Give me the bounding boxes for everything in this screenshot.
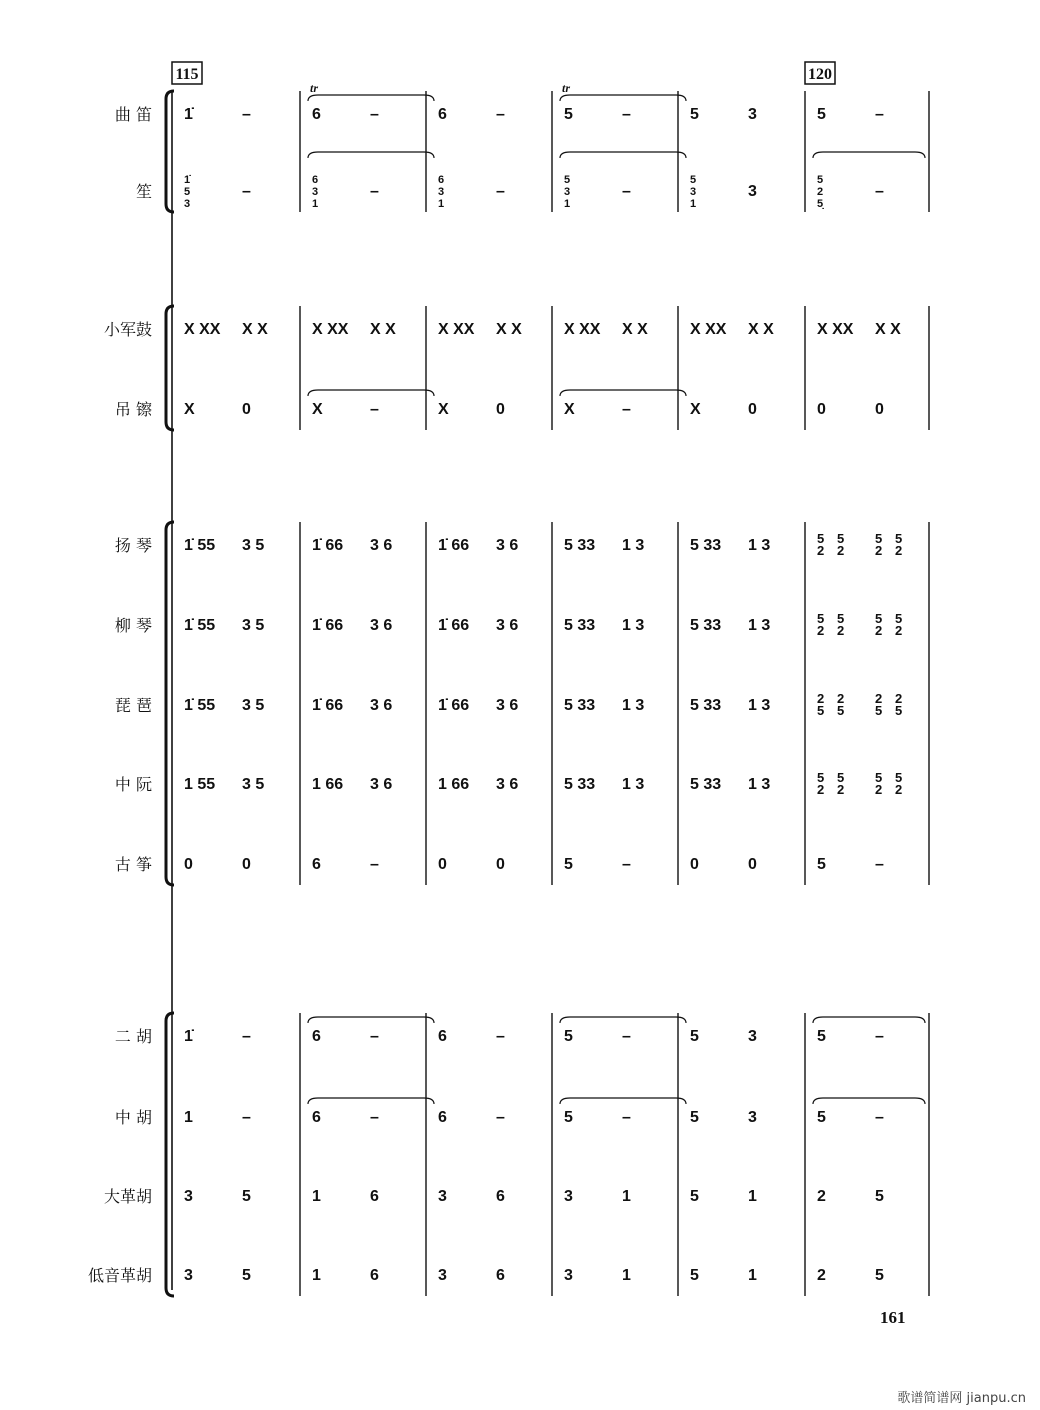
- instrument-label: 琵 琶: [114, 696, 152, 715]
- note: 1 3: [748, 776, 771, 793]
- note: 1̇ 66: [438, 537, 470, 554]
- note: 0: [184, 856, 193, 873]
- note: –: [622, 856, 631, 873]
- note: X X: [875, 321, 901, 338]
- note: 0: [748, 856, 757, 873]
- note: 5 33: [564, 537, 596, 554]
- note: 0: [875, 401, 884, 418]
- note: 5 33: [690, 617, 722, 634]
- note: X XX: [312, 321, 349, 338]
- note: 1 66: [312, 776, 344, 793]
- trill-mark: tr: [310, 81, 319, 95]
- chord-note: 5̣: [817, 198, 824, 210]
- chord-note: 5: [875, 531, 883, 546]
- note: 1 3: [622, 537, 645, 554]
- chord-note: 2: [875, 691, 883, 706]
- rehearsal-marks: [172, 62, 925, 1104]
- slur: [560, 390, 686, 396]
- note: –: [370, 106, 379, 123]
- note: 5: [564, 106, 573, 123]
- slur: [560, 95, 686, 101]
- chord-note: 2: [875, 623, 883, 638]
- note: 1̇ 66: [312, 537, 344, 554]
- chord-note: 2: [895, 623, 903, 638]
- chord-note: 5: [817, 174, 824, 186]
- note: 3: [564, 1267, 573, 1284]
- chord-note: 3: [438, 186, 445, 198]
- note: 3 5: [242, 697, 265, 714]
- chord-note: 5: [837, 703, 845, 718]
- instrument-label: 二 胡: [114, 1027, 152, 1046]
- note: 1̇: [184, 106, 193, 123]
- chord-note: 1̇: [184, 174, 191, 186]
- note: 3: [184, 1188, 193, 1205]
- note: 3: [184, 1267, 193, 1284]
- note: 5: [875, 1267, 884, 1284]
- note: –: [370, 856, 379, 873]
- slur: [308, 390, 434, 396]
- chord-note: 5: [817, 703, 825, 718]
- chord-note: 2: [875, 543, 883, 558]
- chord-note: 1: [312, 198, 319, 210]
- chord-note: 5: [875, 770, 883, 785]
- slur: [560, 152, 686, 158]
- note: –: [875, 106, 884, 123]
- note: 3 6: [496, 697, 519, 714]
- note: –: [370, 183, 379, 200]
- note: 6: [312, 1028, 321, 1045]
- instrument-label: 古 筝: [114, 855, 152, 874]
- note: 3 6: [370, 776, 393, 793]
- note: 5: [690, 1188, 699, 1205]
- note: 2: [817, 1267, 826, 1284]
- chord-note: 6: [312, 174, 319, 186]
- note: 6: [496, 1267, 505, 1284]
- note: 1: [748, 1188, 757, 1205]
- note: 1̇ 66: [312, 617, 344, 634]
- note: X X: [242, 321, 268, 338]
- note: X XX: [817, 321, 854, 338]
- note: –: [875, 856, 884, 873]
- chord-note: 5: [895, 611, 903, 626]
- note: 3 6: [496, 776, 519, 793]
- note: 5: [817, 106, 826, 123]
- note: 5: [564, 1028, 573, 1045]
- slur: [813, 152, 925, 158]
- chord-note: 5: [817, 531, 825, 546]
- watermark: 歌谱简谱网 jianpu.cn: [897, 1391, 1026, 1406]
- note: 1 3: [622, 697, 645, 714]
- note: 5: [817, 1028, 826, 1045]
- note: 6: [496, 1188, 505, 1205]
- trill-mark: tr: [562, 81, 571, 95]
- note: 6: [370, 1188, 379, 1205]
- note: 3: [748, 183, 757, 200]
- chord-note: 1: [564, 198, 571, 210]
- slur: [560, 1098, 686, 1104]
- note: 6: [438, 1109, 447, 1126]
- note: –: [875, 1028, 884, 1045]
- note: 3 5: [242, 537, 265, 554]
- note: X XX: [564, 321, 601, 338]
- chord-note: 5: [564, 174, 571, 186]
- note: 5: [564, 1109, 573, 1126]
- chord-note: 5: [837, 611, 845, 626]
- note: 1 3: [748, 537, 771, 554]
- note: 0: [242, 401, 251, 418]
- note: 6: [438, 1028, 447, 1045]
- chord-note: 2: [895, 782, 903, 797]
- note: 1 3: [748, 617, 771, 634]
- note: –: [622, 1028, 631, 1045]
- note: 0: [496, 401, 505, 418]
- instrument-label: 中 胡: [114, 1108, 152, 1127]
- note: –: [242, 1028, 251, 1045]
- chord-note: 2: [837, 543, 845, 558]
- chord-note: 5: [690, 174, 697, 186]
- note: 3 6: [370, 537, 393, 554]
- chord-note: 2: [817, 186, 824, 198]
- slur: [308, 152, 434, 158]
- chord-note: 5: [895, 770, 903, 785]
- note: X XX: [184, 321, 221, 338]
- instrument-label: 大革胡: [103, 1187, 152, 1206]
- note: X X: [496, 321, 522, 338]
- note: 1: [312, 1267, 321, 1284]
- note: X X: [370, 321, 396, 338]
- note: 3: [748, 106, 757, 123]
- note: –: [496, 183, 505, 200]
- note: 3 6: [496, 537, 519, 554]
- note: 6: [370, 1267, 379, 1284]
- note: 5: [817, 1109, 826, 1126]
- note: 1: [622, 1188, 631, 1205]
- note: 5 33: [564, 776, 596, 793]
- note: 0: [242, 856, 251, 873]
- note: –: [370, 1109, 379, 1126]
- chord-note: 5: [817, 611, 825, 626]
- chord-note: 5: [875, 611, 883, 626]
- note: –: [496, 1109, 505, 1126]
- note: X XX: [438, 321, 475, 338]
- slur: [308, 1017, 434, 1023]
- chord-note: 5: [875, 703, 883, 718]
- note: 5 33: [690, 776, 722, 793]
- note: 5: [690, 1028, 699, 1045]
- note: 5 33: [564, 617, 596, 634]
- note: 3: [438, 1188, 447, 1205]
- note: –: [496, 1028, 505, 1045]
- notes: [184, 106, 902, 1284]
- note: 1 66: [438, 776, 470, 793]
- chord-note: 2: [817, 543, 825, 558]
- note: –: [622, 106, 631, 123]
- rehearsal-number: 115: [175, 66, 199, 83]
- note: 1̇ 55: [184, 617, 216, 634]
- note: X X: [748, 321, 774, 338]
- chord-note: 5: [837, 770, 845, 785]
- chord-note: 2: [817, 782, 825, 797]
- chord-note: 3: [564, 186, 571, 198]
- note: 0: [438, 856, 447, 873]
- note: 5: [690, 106, 699, 123]
- chord-note: 5: [895, 703, 903, 718]
- note: 6: [312, 856, 321, 873]
- slur: [560, 1017, 686, 1023]
- instrument-label: 笙: [135, 182, 152, 201]
- instrument-label: 柳 琴: [114, 616, 152, 635]
- note: 3 5: [242, 776, 265, 793]
- note: X: [564, 401, 575, 418]
- chord-note: 6: [438, 174, 445, 186]
- note: 1 3: [748, 697, 771, 714]
- note: 5: [690, 1109, 699, 1126]
- instrument-label: 中 阮: [114, 775, 152, 794]
- slur: [813, 1017, 925, 1023]
- note: 0: [690, 856, 699, 873]
- note: –: [875, 1109, 884, 1126]
- slur: [813, 1098, 925, 1104]
- note: –: [622, 401, 631, 418]
- note: –: [496, 106, 505, 123]
- chord-note: 2: [837, 782, 845, 797]
- note: –: [622, 183, 631, 200]
- instrument-label: 低音革胡: [87, 1266, 152, 1285]
- instrument-label: 吊 镲: [114, 400, 152, 419]
- note: 5: [242, 1188, 251, 1205]
- note: 1 55: [184, 776, 216, 793]
- note: –: [370, 1028, 379, 1045]
- note: 1 3: [622, 776, 645, 793]
- note: 1̇ 55: [184, 697, 216, 714]
- note: 5: [564, 856, 573, 873]
- note: 5: [690, 1267, 699, 1284]
- note: 1̇: [184, 1028, 193, 1045]
- note: –: [242, 1109, 251, 1126]
- note: 0: [817, 401, 826, 418]
- note: X: [690, 401, 701, 418]
- note: X: [438, 401, 449, 418]
- instrument-label: 曲 笛: [114, 105, 152, 124]
- barlines: [300, 91, 929, 1296]
- note: 0: [496, 856, 505, 873]
- instrument-label: 小军鼓: [103, 320, 152, 339]
- chord-note: 3: [690, 186, 697, 198]
- note: 1: [184, 1109, 193, 1126]
- note: 5: [817, 856, 826, 873]
- note: 1 3: [622, 617, 645, 634]
- rehearsal-number: 120: [808, 66, 832, 83]
- chord-note: 5: [817, 770, 825, 785]
- note: 1̇ 66: [312, 697, 344, 714]
- chord-note: 2: [895, 543, 903, 558]
- note: –: [242, 106, 251, 123]
- note: –: [622, 1109, 631, 1126]
- note: 6: [438, 106, 447, 123]
- note: 0: [748, 401, 757, 418]
- chord-note: 2: [817, 623, 825, 638]
- note: X: [312, 401, 323, 418]
- chord-note: 3: [312, 186, 319, 198]
- note: 5: [242, 1267, 251, 1284]
- note: 1̇ 55: [184, 537, 216, 554]
- note: 3: [748, 1109, 757, 1126]
- chord-note: 2: [837, 623, 845, 638]
- note: 3 6: [370, 617, 393, 634]
- chord-note: 5: [837, 531, 845, 546]
- chord-note: 2: [837, 691, 845, 706]
- note: 5: [875, 1188, 884, 1205]
- chord-note: 5: [895, 531, 903, 546]
- note: 3 5: [242, 617, 265, 634]
- system-brackets: [166, 90, 174, 1296]
- instrument-label: 扬 琴: [114, 536, 152, 555]
- note: –: [370, 401, 379, 418]
- slur: [308, 1098, 434, 1104]
- note: 3 6: [370, 697, 393, 714]
- note: 6: [312, 1109, 321, 1126]
- note: 1: [622, 1267, 631, 1284]
- note: 1̇ 66: [438, 617, 470, 634]
- chord-note: 1: [690, 198, 697, 210]
- note: 1̇ 66: [438, 697, 470, 714]
- note: 3: [748, 1028, 757, 1045]
- note: X X: [622, 321, 648, 338]
- note: X XX: [690, 321, 727, 338]
- note: 5 33: [690, 697, 722, 714]
- note: 3: [438, 1267, 447, 1284]
- note: –: [242, 183, 251, 200]
- note: 3 6: [496, 617, 519, 634]
- chord-note: 2: [817, 691, 825, 706]
- chord-note: 3: [184, 198, 191, 210]
- note: –: [875, 183, 884, 200]
- slur: [308, 95, 434, 101]
- note: 6: [312, 106, 321, 123]
- note: 1: [312, 1188, 321, 1205]
- note: 5 33: [690, 537, 722, 554]
- chord-note: 2: [875, 782, 883, 797]
- note: X: [184, 401, 195, 418]
- chord-note: 1: [438, 198, 445, 210]
- note: 5 33: [564, 697, 596, 714]
- note: 2: [817, 1188, 826, 1205]
- chord-note: 2: [895, 691, 903, 706]
- note: 3: [564, 1188, 573, 1205]
- page-number: 161: [880, 1308, 906, 1327]
- note: 1: [748, 1267, 757, 1284]
- chord-note: 5: [184, 186, 191, 198]
